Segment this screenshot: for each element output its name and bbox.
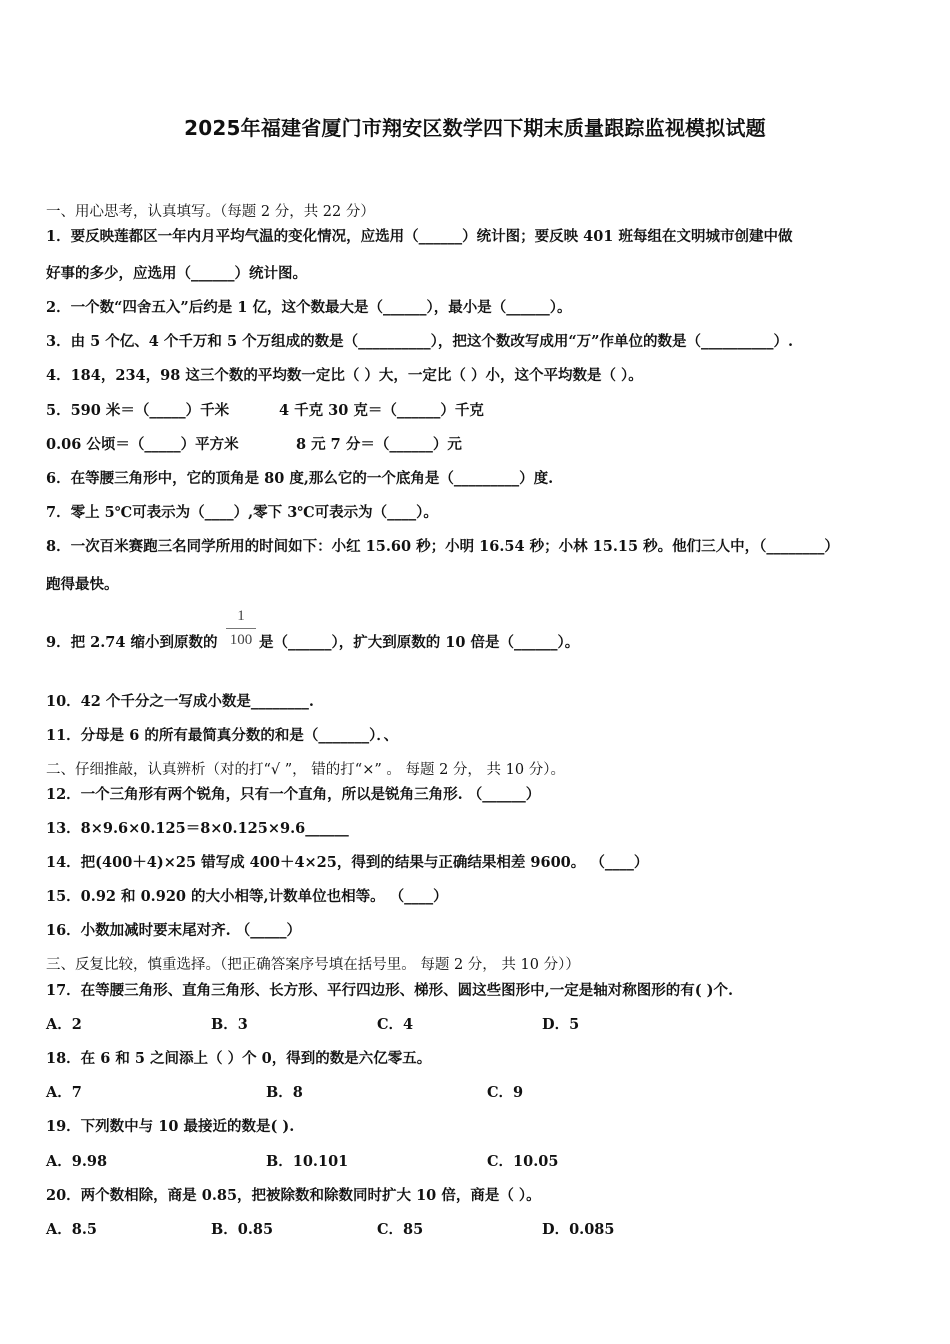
question-10: 10．42 个千分之一写成小数是________. — [46, 693, 314, 710]
question-8-line1: 8．一次百米赛跑三名同学所用的时间如下：小红 15.60 秒；小明 16.54 秒；小林 15.15 秒。他们三人中，（________） — [46, 538, 839, 555]
q18-option-c: C．9 — [487, 1084, 524, 1101]
q20-option-a: A．8.5 — [46, 1221, 97, 1238]
section1-heading: 一、用心思考，认真填写。（每题 2 分，共 22 分） — [46, 204, 375, 220]
question-2: 2．一个数“四舍五入”后约是 1 亿，这个数最大是（______），最小是（______）。 — [46, 299, 572, 316]
question-18: 18．在 6 和 5 之间添上（ ）个 0，得到的数是六亿零五。 — [46, 1050, 432, 1067]
q17-option-c: C．4 — [377, 1016, 414, 1033]
q19-option-c: C．10.05 — [487, 1153, 559, 1170]
section2-heading: 二、仔细推敲，认真辨析（对的打“√ ”， 错的打“×” 。 每题 2 分， 共 10 分）。 — [46, 762, 565, 778]
page-title: 2025年福建省厦门市翔安区数学四下期末质量跟踪监视模拟试题 — [184, 116, 766, 140]
question-9-prefix: 9．把 2.74 缩小到原数的 — [46, 634, 218, 651]
question-9-fraction — [224, 608, 258, 656]
section3-heading: 三、反复比较，慎重选择。（把正确答案序号填在括号里。 每题 2 分， 共 10 分）） — [46, 957, 580, 973]
question-7: 7．零上 5℃可表示为（____）,零下 3℃可表示为（____）。 — [46, 504, 438, 521]
fraction-numerator: 1 — [237, 608, 245, 624]
q20-option-c: C．85 — [377, 1221, 424, 1238]
question-5-part-d: 8 元 7 分＝（______）元 — [296, 436, 462, 453]
question-5-part-c: 0.06 公顷＝（_____）平方米 — [46, 436, 239, 453]
question-12: 12．一个三角形有两个锐角，只有一个直角，所以是锐角三角形. （______） — [46, 786, 541, 803]
fraction-bar — [226, 628, 256, 629]
question-20: 20．两个数相除，商是 0.85，把被除数和除数同时扩大 10 倍，商是（ ）。 — [46, 1187, 541, 1204]
question-5-part-b: 4 千克 30 克＝（______）千克 — [279, 402, 484, 419]
question-11: 11．分母是 6 的所有最简真分数的和是（_______）．、 — [46, 727, 399, 744]
question-5-part-a: 5．590 米＝（_____）千米 — [46, 402, 230, 419]
q17-option-d: D．5 — [542, 1016, 580, 1033]
question-16: 16．小数加减时要末尾对齐. （_____） — [46, 922, 302, 939]
q17-option-b: B．3 — [211, 1016, 248, 1033]
q18-option-b: B．8 — [266, 1084, 303, 1101]
q20-option-d: D．0.085 — [542, 1221, 615, 1238]
question-15: 15．0.92 和 0.920 的大小相等,计数单位也相等。 （____） — [46, 888, 448, 905]
q17-option-a: A．2 — [46, 1016, 82, 1033]
question-19: 19．下列数中与 10 最接近的数是( ). — [46, 1118, 295, 1135]
q18-option-a: A．7 — [46, 1084, 82, 1101]
question-1-line1: 1．要反映莲都区一年内月平均气温的变化情况，应选用（______）统计图；要反映 401 班每组在文明城市创建中做 — [46, 228, 793, 245]
question-8-line2: 跑得最快。 — [46, 576, 119, 593]
question-3: 3．由 5 个亿、4 个千万和 5 个万组成的数是（__________），把这个数改写成用“万”作单位的数是（__________）. — [46, 333, 794, 350]
question-13: 13．8×9.6×0.125＝8×0.125×9.6______ — [46, 820, 349, 837]
q19-option-b: B．10.101 — [266, 1153, 349, 1170]
question-6: 6．在等腰三角形中，它的顶角是 80 度,那么它的一个底角是（_________）度. — [46, 470, 554, 487]
q20-option-b: B．0.85 — [211, 1221, 274, 1238]
question-14: 14．把(400＋4)×25 错写成 400＋4×25，得到的结果与正确结果相差 9600。 （____） — [46, 854, 649, 871]
question-17: 17．在等腰三角形、直角三角形、长方形、平行四边形、梯形、圆这些图形中,一定是轴对称图形的有( )个. — [46, 982, 734, 999]
question-1-line2: 好事的多少，应选用（______）统计图。 — [46, 265, 307, 282]
question-9-suffix: 是（______），扩大到原数的 10 倍是（______）。 — [259, 634, 580, 651]
question-4: 4．184，234，98 这三个数的平均数一定比（ ）大，一定比（ ）小，这个平均数是（ ）。 — [46, 367, 643, 384]
fraction-denominator: 100 — [229, 632, 253, 648]
q19-option-a: A．9.98 — [46, 1153, 108, 1170]
